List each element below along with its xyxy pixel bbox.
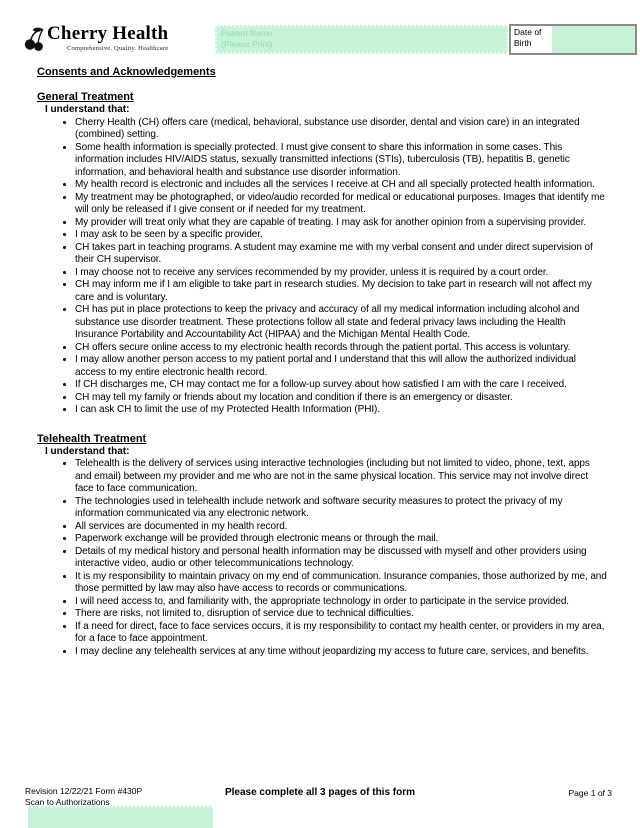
dob-label-line2: Birth bbox=[514, 38, 532, 48]
revision-text: Revision 12/22/21 Form #430P bbox=[25, 786, 143, 796]
date-of-birth-field[interactable] bbox=[509, 24, 637, 55]
date-of-birth-input[interactable] bbox=[552, 26, 635, 53]
bullet-item: • My provider will treat only what they are capable of treating. I may ask for another opinion from a supervising provider. bbox=[75, 217, 608, 230]
bullet-item: • Some health information is specially protected. I must give consent to share this information in some cases. This information includes HIV/AIDS status, sexually transmitted infections (STIs), tuberculosis (TB), hepatitis B, genetic information, and behavioral health and substance use disorder information. bbox=[75, 142, 608, 180]
patient-name-field[interactable] bbox=[215, 25, 508, 54]
logo-tagline: Comprehensive. Quality. Healthcare bbox=[67, 45, 169, 52]
bullet-item: • I may allow another person access to my patient portal and I understand that this will allow the authorized individual access to my entire electronic health record. bbox=[75, 354, 608, 379]
consent-section bbox=[37, 433, 613, 659]
bullet-item: • If CH discharges me, CH may contact me for a follow-up survey about how satisfied I am with the care I received. bbox=[75, 379, 608, 392]
bullet-item: • The technologies used in telehealth include network and software security measures to protect the privacy of my information communicated via any electronic network. bbox=[75, 496, 608, 521]
page-number: Page 1 of 3 bbox=[568, 788, 612, 798]
bullet-item: • Details of my medical history and personal health information may be discussed with myself and other providers using interactive video, audio or other telecommunications technology. bbox=[75, 546, 608, 571]
bullet-item: • CH takes part in teaching programs. A student may examine me with my verbal consent and under direct supervision of their CH supervisor. bbox=[75, 242, 608, 267]
patient-name-label-line2: (Please Print) bbox=[221, 38, 273, 49]
bullet-item: • I may decline any telehealth services at any time without jeopardizing my access to future care, services, and benefits. bbox=[75, 646, 608, 659]
bullet-item: • CH may inform me if I am eligible to take part in research studies. My decision to take part in research will not affect my care and is voluntary. bbox=[75, 279, 608, 304]
bullet-item: • My treatment may be photographed, or video/audio recorded for medical or educational purposes. Images that identify me will only be released if I give consent or if needed for my treatment. bbox=[75, 192, 608, 217]
document-title: Consents and Acknowledgements bbox=[37, 66, 216, 78]
scan-text: Scan to Authorizations bbox=[25, 796, 110, 807]
bullet-item: • There are risks, not limited to, disruption of service due to technical difficulties. bbox=[75, 608, 608, 621]
dob-label-line1: Date of bbox=[514, 27, 542, 37]
patient-name-label-line1: Patient Name bbox=[221, 28, 273, 38]
bullet-item: • Cherry Health (CH) offers care (medical, behavioral, substance use disorder, dental and vision care) in an integrated (combined) setting. bbox=[75, 117, 608, 142]
bullet-item: • My health record is electronic and includes all the services I receive at CH and all specially protected health information. bbox=[75, 179, 608, 192]
bullet-item: • It is my responsibility to maintain privacy on my end of communication. Insurance companies, those authorized by me, and those permitted by law may also have access to records or communications. bbox=[75, 571, 608, 596]
bullet-item: • CH may tell my family or friends about my location and condition if there is an emergency or disaster. bbox=[75, 392, 608, 405]
bullet-item: • All services are documented in my health record. bbox=[75, 521, 608, 534]
section-intro: I understand that: bbox=[45, 445, 130, 457]
bullet-item: • I will need access to, and familiarity with, the appropriate technology in order to participate in the service provided. bbox=[75, 596, 608, 609]
cherry-logo-icon bbox=[24, 26, 46, 57]
section-intro: I understand that: bbox=[45, 104, 130, 115]
bullet-item: • I may choose not to receive any services recommended by my provider, unless it is required by a court order. bbox=[75, 267, 608, 280]
logo-name: Cherry Health bbox=[47, 23, 169, 44]
bullet-list bbox=[37, 458, 613, 658]
bullet-item: • If a need for direct, face to face services occurs, it is my responsibility to contact my health center, or providers in my area, for a face to face appointment. bbox=[75, 621, 608, 646]
sections-container bbox=[37, 91, 613, 674]
section-heading: General Treatment bbox=[37, 91, 134, 103]
bullet-item: • Paperwork exchange will be provided through electronic means or through the mail. bbox=[75, 533, 608, 546]
section-heading: Telehealth Treatment bbox=[37, 432, 147, 445]
bullet-item: • I may ask to be seen by a specific provider. bbox=[75, 229, 608, 242]
footer-note: Please complete all 3 pages of this form bbox=[224, 787, 416, 798]
bullet-item: • CH has put in place protections to keep the privacy and accuracy of all my medical information including alcohol and substance use disorder treatment. These protections follow all state and federal privacy laws including the Health Insurance Portability and Accountability Act (HIPAA) and the Michigan Mental Health Code. bbox=[75, 304, 608, 342]
bullet-item: • I can ask CH to limit the use of my Protected Health Information (PHI). bbox=[75, 404, 608, 417]
bullet-item: • Telehealth is the delivery of services using interactive technologies (including but not limited to video, phone, text, apps and email) between my provider and me who are not in the same physical location. This service may not involve direct face to face communication. bbox=[75, 458, 608, 496]
bullet-list bbox=[37, 117, 613, 417]
scan-barcode-field bbox=[28, 806, 213, 828]
date-of-birth-label bbox=[514, 27, 541, 49]
logo bbox=[24, 24, 168, 57]
bullet-item: • CH offers secure online access to my electronic health records through the patient portal. This access is voluntary. bbox=[75, 342, 608, 355]
consent-section bbox=[37, 91, 613, 417]
